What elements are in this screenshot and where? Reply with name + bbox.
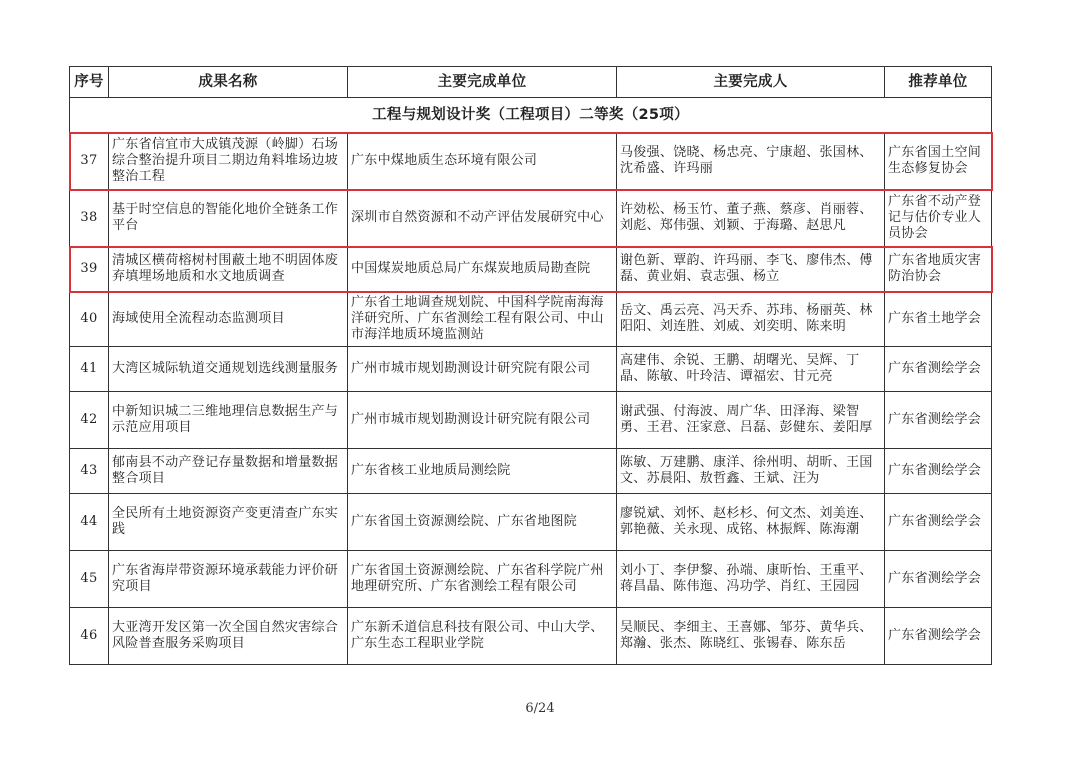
row-index: 44 <box>70 494 109 551</box>
row-people: 刘小丁、李伊黎、孙端、康昕怡、王重平、蒋昌晶、陈伟迤、冯功学、肖红、王园园 <box>617 551 885 608</box>
table-row <box>70 190 992 247</box>
header-row <box>70 67 992 98</box>
row-unit: 广东省国土资源测绘院、广东省地图院 <box>348 494 617 551</box>
row-unit: 深圳市自然资源和不动产评估发展研究中心 <box>348 190 617 247</box>
row-people: 陈敏、万建鹏、康洋、徐州明、胡昕、王国文、苏晨阳、敖哲鑫、王斌、汪为 <box>617 449 885 494</box>
row-recommender: 广东省测绘学会 <box>885 449 992 494</box>
row-recommender: 广东省测绘学会 <box>885 608 992 665</box>
row-name: 广东省信宜市大成镇茂源（岭脚）石场综合整治提升项目二期边角料堆场边坡整治工程 <box>109 133 348 190</box>
section-title: 工程与规划设计奖（工程项目）二等奖（25项） <box>70 98 992 133</box>
row-index: 46 <box>70 608 109 665</box>
row-recommender: 广东省测绘学会 <box>885 392 992 449</box>
row-recommender: 广东省地质灾害防治协会 <box>885 247 992 292</box>
row-name: 大亚湾开发区第一次全国自然灾害综合风险普查服务采购项目 <box>109 608 348 665</box>
row-name: 广东省海岸带资源环境承载能力评价研究项目 <box>109 551 348 608</box>
row-index: 45 <box>70 551 109 608</box>
row-name: 海域使用全流程动态监测项目 <box>109 292 348 347</box>
row-index: 42 <box>70 392 109 449</box>
row-recommender: 广东省不动产登记与估价专业人员协会 <box>885 190 992 247</box>
row-people: 谢色新、覃韵、许玛丽、李飞、廖伟杰、傅磊、黄业娟、袁志强、杨立 <box>617 247 885 292</box>
award-table <box>69 66 992 665</box>
row-recommender: 广东省测绘学会 <box>885 551 992 608</box>
row-unit: 广东中煤地质生态环境有限公司 <box>348 133 617 190</box>
row-unit: 广东省土地调查规划院、中国科学院南海海洋研究所、广东省测绘工程有限公司、中山市海洋地质环境监测站 <box>348 292 617 347</box>
row-name: 郁南县不动产登记存量数据和增量数据整合项目 <box>109 449 348 494</box>
table-row <box>70 292 992 347</box>
table-row <box>70 133 992 190</box>
table-row <box>70 608 992 665</box>
row-unit: 广东省国土资源测绘院、广东省科学院广州地理研究所、广东省测绘工程有限公司 <box>348 551 617 608</box>
row-unit: 广东省核工业地质局测绘院 <box>348 449 617 494</box>
section-row <box>70 98 992 133</box>
row-index: 39 <box>70 247 109 292</box>
header-recommender: 推荐单位 <box>885 67 992 98</box>
row-people: 吴顺民、李细主、王喜娜、邹芬、黄华兵、郑瀚、张杰、陈晓红、张锡春、陈东岳 <box>617 608 885 665</box>
table-row <box>70 494 992 551</box>
row-unit: 广东新禾道信息科技有限公司、中山大学、广东生态工程职业学院 <box>348 608 617 665</box>
row-index: 41 <box>70 347 109 392</box>
row-name: 清城区横荷榕树村围蔽土地不明固体废弃填埋场地质和水文地质调查 <box>109 247 348 292</box>
row-people: 谢武强、付海波、周广华、田泽海、梁智勇、王君、汪家意、吕磊、彭健东、姜阳厚 <box>617 392 885 449</box>
row-index: 37 <box>70 133 109 190</box>
row-index: 38 <box>70 190 109 247</box>
row-unit: 中国煤炭地质总局广东煤炭地质局勘查院 <box>348 247 617 292</box>
row-recommender: 广东省国土空间生态修复协会 <box>885 133 992 190</box>
row-name: 基于时空信息的智能化地价全链条工作平台 <box>109 190 348 247</box>
row-recommender: 广东省测绘学会 <box>885 494 992 551</box>
header-unit: 主要完成单位 <box>348 67 617 98</box>
header-people: 主要完成人 <box>617 67 885 98</box>
row-index: 40 <box>70 292 109 347</box>
table-row <box>70 551 992 608</box>
row-name: 中新知识城二三维地理信息数据生产与示范应用项目 <box>109 392 348 449</box>
row-people: 廖锐斌、刘怀、赵杉杉、何文杰、刘美连、郭艳薇、关永现、成铭、林振辉、陈海潮 <box>617 494 885 551</box>
row-recommender: 广东省测绘学会 <box>885 347 992 392</box>
row-index: 43 <box>70 449 109 494</box>
row-people: 高建伟、余锐、王鹏、胡曙光、吴辉、丁晶、陈敏、叶玲洁、谭福宏、甘元亮 <box>617 347 885 392</box>
table-row <box>70 347 992 392</box>
row-unit: 广州市城市规划勘测设计研究院有限公司 <box>348 392 617 449</box>
page-number: 6/24 <box>525 701 555 716</box>
row-people: 岳文、禹云亮、冯天乔、苏玮、杨丽英、林阳阳、刘连胜、刘威、刘奕明、陈来明 <box>617 292 885 347</box>
row-people: 马俊强、饶晓、杨忠亮、宁康超、张国林、沈希盛、许玛丽 <box>617 133 885 190</box>
header-name: 成果名称 <box>109 67 348 98</box>
row-recommender: 广东省土地学会 <box>885 292 992 347</box>
header-index: 序号 <box>70 67 109 98</box>
table-row <box>70 449 992 494</box>
table-row <box>70 392 992 449</box>
table-row <box>70 247 992 292</box>
row-unit: 广州市城市规划勘测设计研究院有限公司 <box>348 347 617 392</box>
row-people: 许効松、杨玉竹、董子燕、蔡彦、肖丽蓉、刘彪、郑伟强、刘颖、于海璐、赵思凡 <box>617 190 885 247</box>
row-name: 全民所有土地资源资产变更清查广东实践 <box>109 494 348 551</box>
row-name: 大湾区城际轨道交通规划选线测量服务 <box>109 347 348 392</box>
